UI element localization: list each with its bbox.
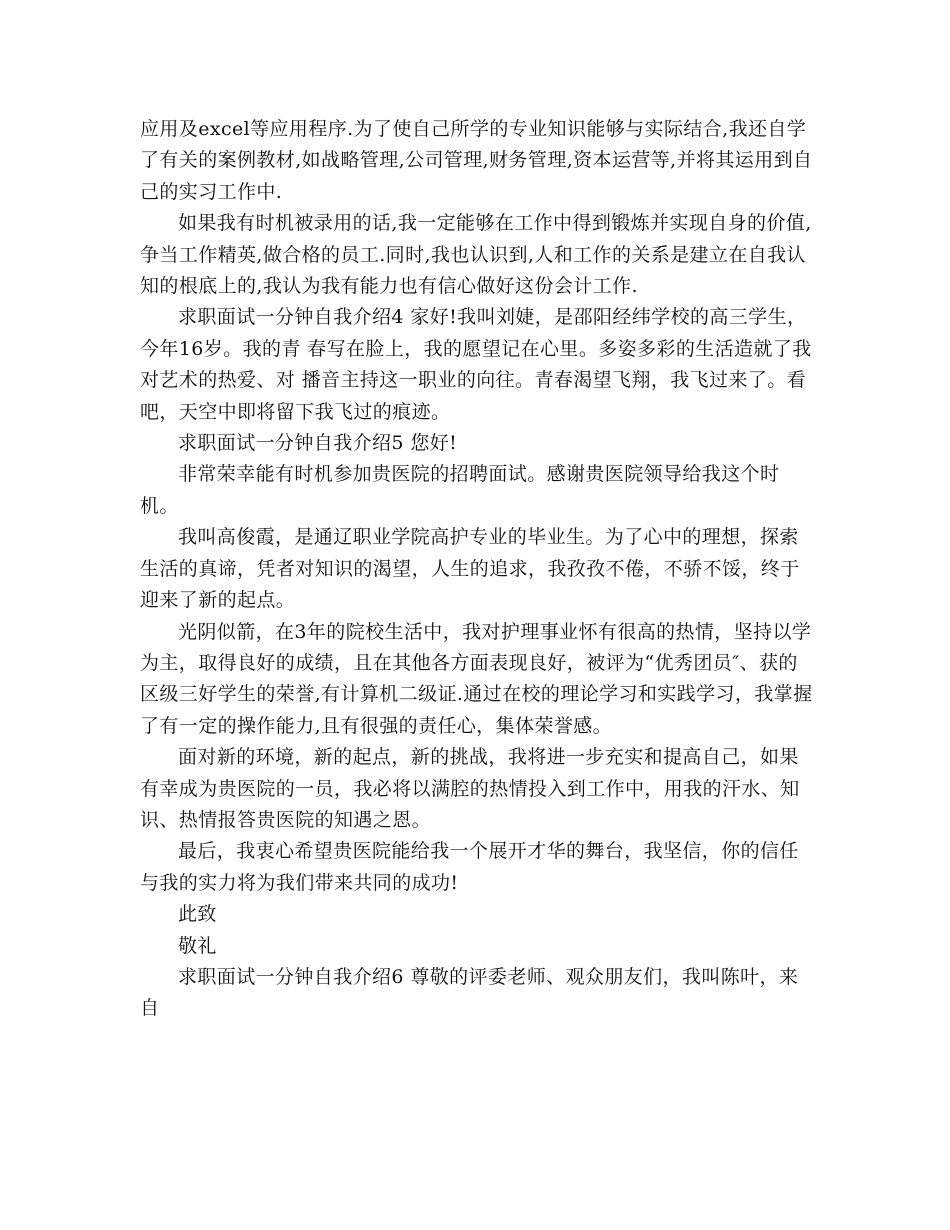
paragraph: 非常荣幸能有时机参加贵医院的招聘面试。感谢贵医院领导给我这个时机。 (140, 463, 780, 517)
paragraph: 我叫高俊霞，是通辽职业学院高护专业的毕业生。为了心中的理想，探索生活的真谛，凭者对知识的渴望，人生的追求，我孜孜不倦，不骄不馁，终于迎来了新的起点。 (140, 526, 800, 612)
closing-respect: 敬礼 (178, 934, 217, 957)
paragraph: 求职面试一分钟自我介绍5 您好! (178, 432, 458, 455)
paragraph: 求职面试一分钟自我介绍6 尊敬的评委老师、观众朋友们，我叫陈叶，来自 (140, 965, 799, 1020)
paragraph: 求职面试一分钟自我介绍4 家好!我叫刘婕，是邵阳经纬学校的高三学生，今年16岁。我的青 春写在脸上，我的愿望记在心里。多姿多彩的生活造就了我对艺术的热爱、对 播音主持这一职业的向往。青春渴望飞翔，我飞过来了。看吧，天空中即将留下我飞过的痕迹。 (140, 306, 812, 423)
document-body (140, 114, 815, 1025)
paragraph: 应用及excel等应用程序.为了使自己所学的专业知识能够与实际结合,我还自学了有关的案例教材,如战略管理,公司管理,财务管理,资本运营等,并将其运用到自己的实习工作中. (140, 118, 813, 203)
paragraph: 面对新的环境，新的起点，新的挑战，我将进一步充实和提高自己，如果有幸成为贵医院的一员，我必将以满腔的热情投入到工作中，用我的汗水、知识、热情报答贵医院的知遇之恩。 (140, 746, 800, 831)
closing-salutation: 此致 (178, 903, 217, 926)
paragraph: 如果我有时机被录用的话,我一定能够在工作中得到锻炼并实现自身的价值,争当工作精英,做合格的员工.同时,我也认识到,人和工作的关系是建立在自我认知的根底上的,我认为我有能力也有信心做好这份会计工作. (140, 212, 812, 298)
paragraph: 最后，我衷心希望贵医院能给我一个展开才华的舞台，我坚信，你的信任与我的实力将为我们带来共同的成功! (140, 840, 799, 894)
paragraph: 光阴似箭，在3年的院校生活中，我对护理事业怀有很高的热情，坚持以学为主，取得良好的成绩，且在其他各方面表现良好，被评为“优秀团员″、获的区级三好学生的荣誉,有计算机二级证.通过在校的理论学习和实践学习，我掌握了有一定的操作能力,且有很强的责任心，集体荣誉感。 (140, 620, 813, 737)
